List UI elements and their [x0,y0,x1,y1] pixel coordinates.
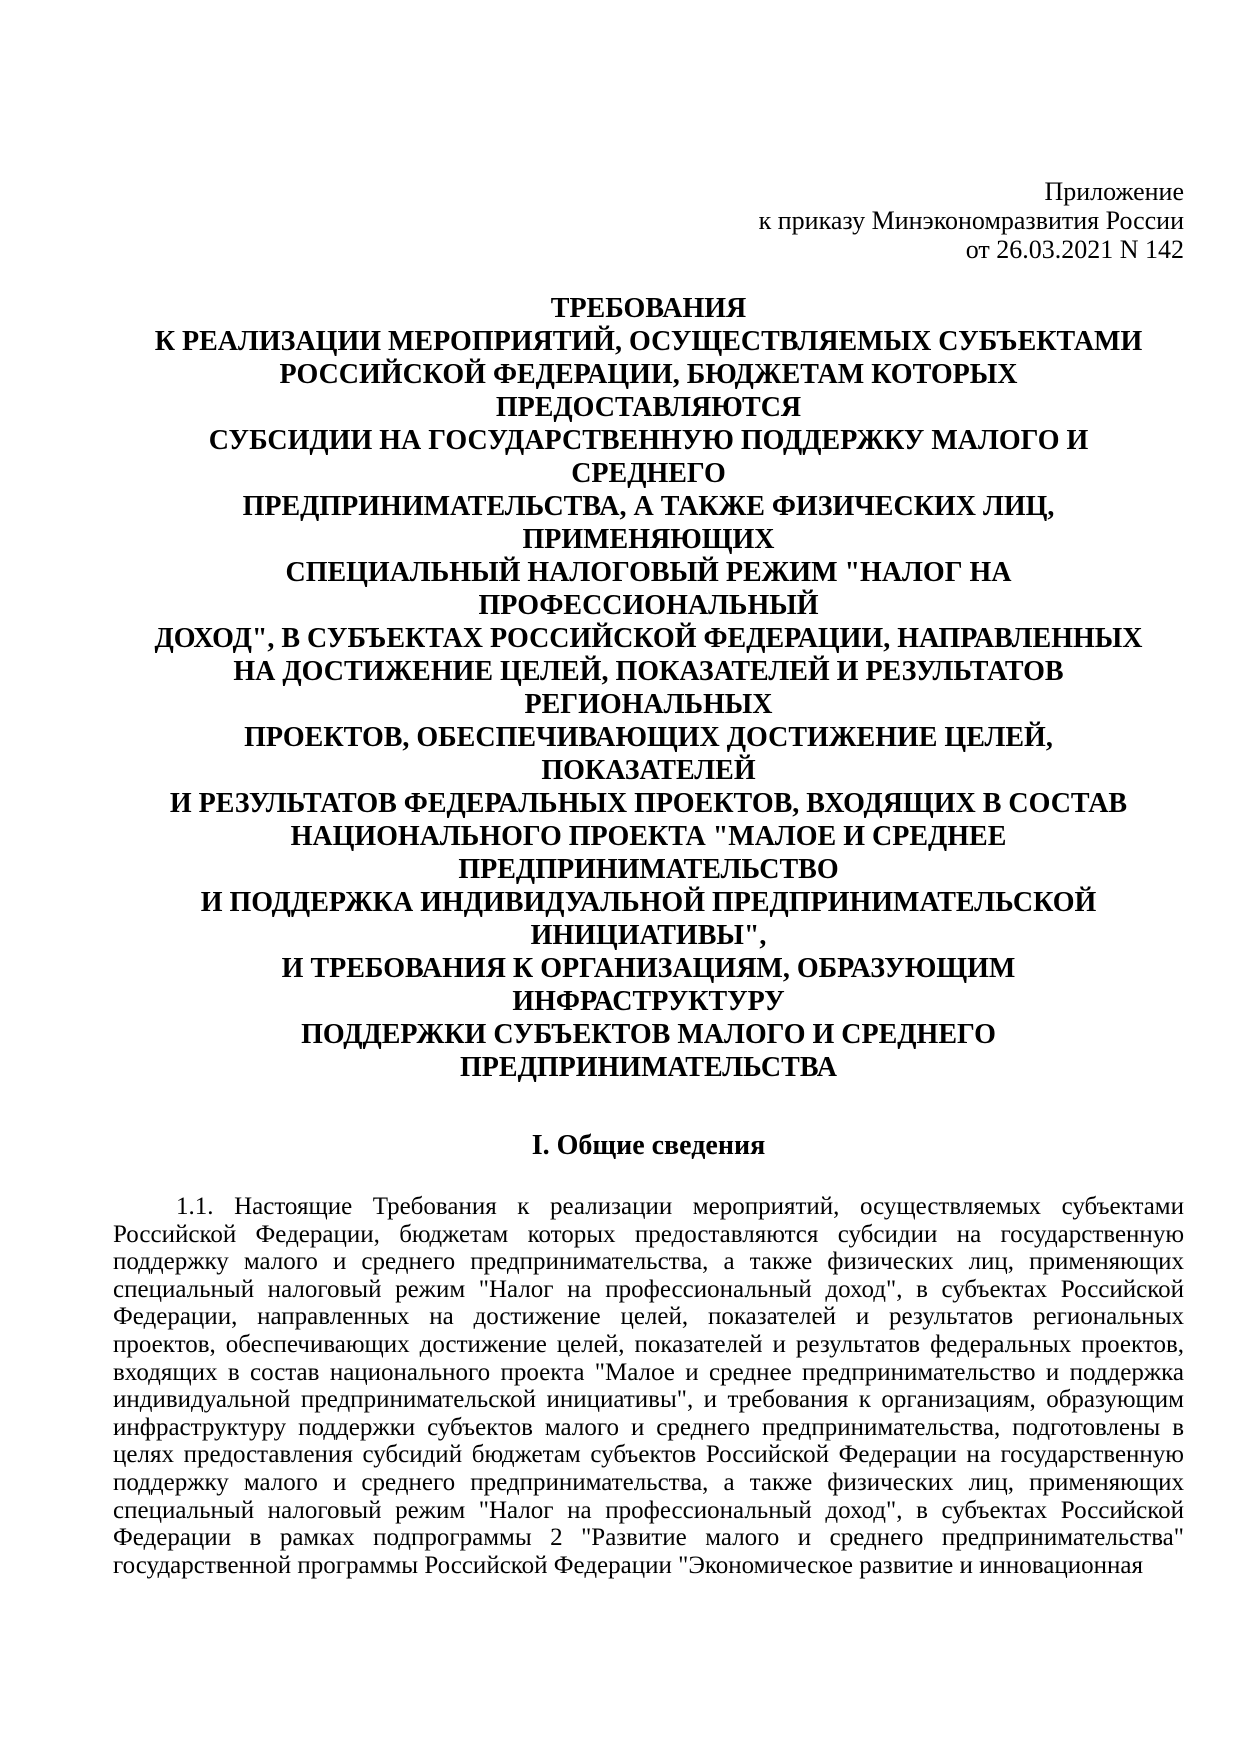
title-line: НАЦИОНАЛЬНОГО ПРОЕКТА "МАЛОЕ И СРЕДНЕЕ [290,821,1007,852]
title-line: ПРЕДПРИНИМАТЕЛЬСТВА, А ТАКЖЕ ФИЗИЧЕСКИХ ЛИЦ, [242,491,1055,522]
title-line: ПРЕДПРИНИМАТЕЛЬСТВА [460,1052,837,1083]
title-line: РОССИЙСКОЙ ФЕДЕРАЦИИ, БЮДЖЕТАМ КОТОРЫХ [279,359,1018,390]
title-line: СПЕЦИАЛЬНЫЙ НАЛОГОВЫЙ РЕЖИМ "НАЛОГ НА [285,557,1012,588]
title-line: ПРИМЕНЯЮЩИХ [522,524,775,555]
title-line: ИНФРАСТРУКТУРУ [512,986,785,1017]
appendix-reference [113,177,1184,264]
title-line: ТРЕБОВАНИЯ [550,293,747,324]
title-line: И РЕЗУЛЬТАТОВ ФЕДЕРАЛЬНЫХ ПРОЕКТОВ, ВХОДЯЩИХ В СОСТАВ [169,788,1128,819]
title-line: СУБСИДИИ НА ГОСУДАРСТВЕННУЮ ПОДДЕРЖКУ МАЛОГО И [208,425,1089,456]
title-line: ПРОФЕССИОНАЛЬНЫЙ [478,590,819,621]
document-title [113,292,1184,1084]
title-line: СРЕДНЕГО [571,458,726,489]
section-heading: I. Общие сведения [531,1130,766,1161]
title-line: ПРОЕКТОВ, ОБЕСПЕЧИВАЮЩИХ ДОСТИЖЕНИЕ ЦЕЛЕЙ, [244,722,1053,753]
title-line: ДОХОД", В СУБЪЕКТАХ РОССИЙСКОЙ ФЕДЕРАЦИИ, НАПРАВЛЕННЫХ [154,623,1143,654]
title-line: ИНИЦИАТИВЫ", [530,920,767,951]
title-line: НА ДОСТИЖЕНИЕ ЦЕЛЕЙ, ПОКАЗАТЕЛЕЙ И РЕЗУЛЬТАТОВ [233,656,1064,687]
title-line: ПРЕДОСТАВЛЯЮТСЯ [495,392,802,423]
title-line: ПОДДЕРЖКИ СУБЪЕКТОВ МАЛОГО И СРЕДНЕГО [301,1019,996,1050]
title-line: И ПОДДЕРЖКА ИНДИВИДУАЛЬНОЙ ПРЕДПРИНИМАТЕЛЬСКОЙ [200,887,1097,918]
title-line: И ТРЕБОВАНИЯ К ОРГАНИЗАЦИЯМ, ОБРАЗУЮЩИМ [281,953,1016,984]
reference-line: к приказу Минэкономразвития России [758,206,1184,235]
title-line: РЕГИОНАЛЬНЫХ [524,689,773,720]
reference-line: от 26.03.2021 N 142 [965,235,1184,264]
paragraph-1-1: 1.1. Настоящие Требования к реализации мероприятий, осуществляемых субъектами Российской Федерации, бюджетам которых предоставляются субсидии на государственную поддержку малого и среднего предпринимательства, а также физических лиц, применяющих специальный налоговый режим "Налог на профессиональный доход", в субъектах Российской Федерации, направленных на достижение целей, показателей и результатов региональных проектов, обеспечивающих достижение целей, показателей и результатов федеральных проектов, входящих в состав национального проекта "Малое и среднее предпринимательство и поддержка индивидуальной предпринимательской инициативы", и требования к организациям, образующим инфраструктуру поддержки субъектов малого и среднего предпринимательства, подготовлены в целях предоставления субсидий бюджетам субъектов Российской Федерации на государственную поддержку малого и среднего предпринимательства, а также физических лиц, применяющих специальный налоговый режим "Налог на профессиональный доход", в субъектах Российской Федерации в рамках подпрограммы 2 "Развитие малого и среднего предпринимательства" государственной программы Российской Федерации "Экономическое развитие и инновационная [113,1193,1184,1579]
title-line: К РЕАЛИЗАЦИИ МЕРОПРИЯТИЙ, ОСУЩЕСТВЛЯЕМЫХ СУБЪЕКТАМИ [154,326,1143,357]
title-line: ПРЕДПРИНИМАТЕЛЬСТВО [458,854,839,885]
title-line: ПОКАЗАТЕЛЕЙ [541,755,756,786]
reference-line: Приложение [1044,177,1184,206]
